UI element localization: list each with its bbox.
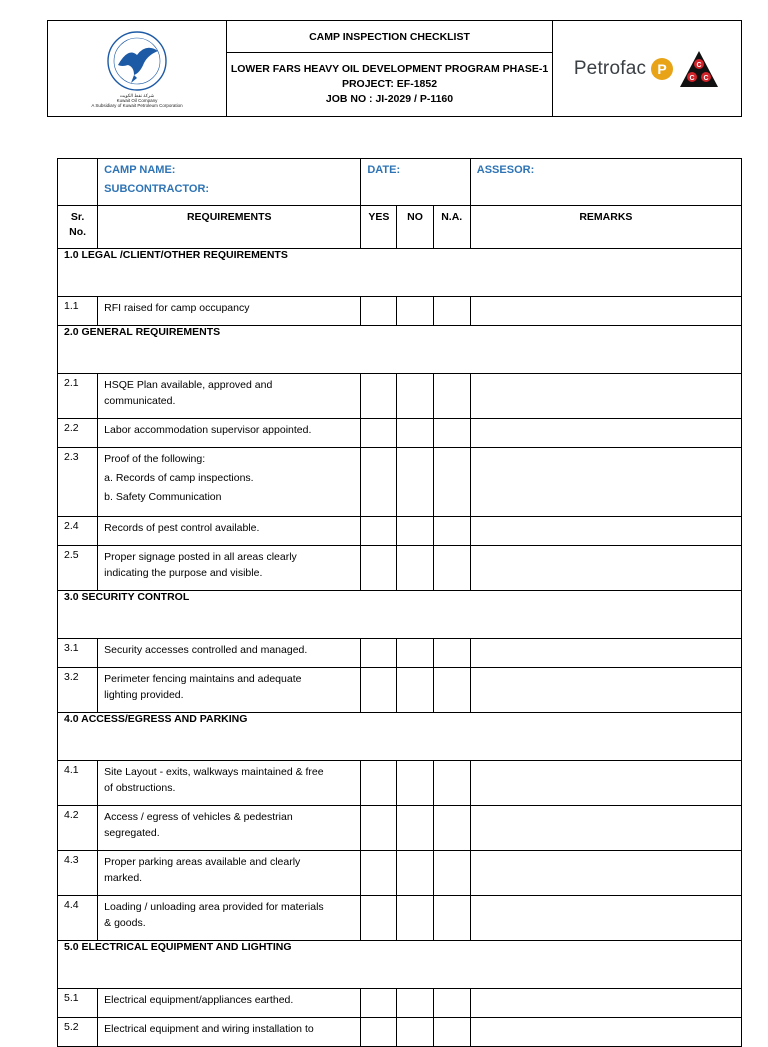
requirement-line: communicated. [104, 395, 176, 407]
column-header-row [58, 206, 742, 249]
checklist-item-row [58, 297, 742, 326]
item-number: 5.1 [58, 989, 98, 1018]
svg-text:P: P [657, 60, 667, 77]
yes-checkbox-cell[interactable] [361, 989, 397, 1018]
item-requirement [98, 896, 361, 941]
na-checkbox-cell[interactable] [433, 546, 470, 591]
checklist-item-row [58, 896, 742, 941]
na-checkbox-cell[interactable] [433, 668, 470, 713]
yes-checkbox-cell[interactable] [361, 851, 397, 896]
checklist-item-row [58, 989, 742, 1018]
na-checkbox-cell[interactable] [433, 806, 470, 851]
no-checkbox-cell[interactable] [397, 297, 433, 326]
item-number: 1.1 [58, 297, 98, 326]
na-checkbox-cell[interactable] [433, 448, 470, 517]
remarks-cell[interactable] [470, 761, 741, 806]
checklist-table [57, 158, 742, 1047]
assessor-label: ASSESOR: [476, 164, 535, 176]
requirement-line: Records of pest control available. [104, 522, 260, 534]
requirement-line: Loading / unloading area provided for materials [104, 901, 324, 913]
remarks-cell[interactable] [470, 806, 741, 851]
requirement-line: Security accesses controlled and managed. [104, 644, 308, 656]
section-title: 1.0 LEGAL /CLIENT/OTHER REQUIREMENTS [58, 249, 742, 297]
section-row [58, 713, 742, 761]
ccc-logo-icon [678, 49, 720, 89]
item-requirement [98, 639, 361, 668]
requirement-line: RFI raised for camp occupancy [104, 302, 250, 314]
meta-blank-cell [58, 159, 98, 206]
yes-checkbox-cell[interactable] [361, 546, 397, 591]
item-requirement [98, 374, 361, 419]
program-name: LOWER FARS HEAVY OIL DEVELOPMENT PROGRAM PHASE-1 [230, 63, 549, 75]
checklist-body [58, 249, 742, 1047]
remarks-cell[interactable] [470, 374, 741, 419]
na-checkbox-cell[interactable] [433, 851, 470, 896]
no-checkbox-cell[interactable] [397, 374, 433, 419]
requirement-line: Proof of the following: [104, 453, 206, 465]
yes-checkbox-cell[interactable] [361, 668, 397, 713]
item-number: 4.2 [58, 806, 98, 851]
no-checkbox-cell[interactable] [397, 668, 433, 713]
camp-name-label: CAMP NAME: [104, 164, 176, 176]
col-sr-no-line2: No. [69, 226, 87, 238]
section-title: 5.0 ELECTRICAL EQUIPMENT AND LIGHTING [58, 941, 742, 989]
checklist-item-row [58, 448, 742, 517]
col-no: NO [397, 206, 433, 249]
item-requirement [98, 989, 361, 1018]
checklist-item-row [58, 419, 742, 448]
no-checkbox-cell[interactable] [397, 896, 433, 941]
section-row [58, 591, 742, 639]
remarks-cell[interactable] [470, 1018, 741, 1047]
remarks-cell[interactable] [470, 517, 741, 546]
date-field[interactable] [361, 159, 470, 206]
item-number: 2.1 [58, 374, 98, 419]
checklist-item-row [58, 374, 742, 419]
item-number: 2.4 [58, 517, 98, 546]
requirement-line: marked. [104, 872, 143, 884]
requirement-line: Perimeter fencing maintains and adequate [104, 673, 302, 685]
requirement-line: Site Layout - exits, walkways maintained & free [104, 766, 324, 778]
item-requirement [98, 419, 361, 448]
yes-checkbox-cell[interactable] [361, 806, 397, 851]
no-checkbox-cell[interactable] [397, 517, 433, 546]
item-number: 4.1 [58, 761, 98, 806]
no-checkbox-cell[interactable] [397, 989, 433, 1018]
na-checkbox-cell[interactable] [433, 989, 470, 1018]
remarks-cell[interactable] [470, 851, 741, 896]
yes-checkbox-cell[interactable] [361, 374, 397, 419]
col-sr-no-line1: Sr. [70, 211, 85, 223]
no-checkbox-cell[interactable] [397, 851, 433, 896]
partner-logos-cell [553, 21, 742, 117]
requirement-line: Proper parking areas available and clearly [104, 856, 301, 868]
section-row [58, 941, 742, 989]
item-number: 5.2 [58, 1018, 98, 1047]
svg-text:C: C [689, 74, 695, 82]
checklist-item-row [58, 639, 742, 668]
kuwait-oil-logo-cell [48, 21, 227, 117]
project-number: PROJECT: EF-1852 [341, 78, 438, 90]
item-number: 3.2 [58, 668, 98, 713]
yes-checkbox-cell[interactable] [361, 419, 397, 448]
kuwait-logo-caption-arabic: شركة نفط الكويت [119, 93, 155, 98]
requirement-line: Proper signage posted in all areas clearly [104, 551, 297, 563]
document-header [47, 20, 742, 117]
yes-checkbox-cell[interactable] [361, 761, 397, 806]
svg-text:C: C [696, 61, 702, 69]
item-number: 2.3 [58, 448, 98, 517]
checklist-item-row [58, 761, 742, 806]
na-checkbox-cell[interactable] [433, 517, 470, 546]
section-title: 2.0 GENERAL REQUIREMENTS [58, 326, 742, 374]
assessor-field[interactable] [470, 159, 741, 206]
remarks-cell[interactable] [470, 896, 741, 941]
col-remarks: REMARKS [470, 206, 741, 249]
requirement-line: indicating the purpose and visible. [104, 567, 263, 579]
requirement-line: lighting provided. [104, 689, 184, 701]
remarks-cell[interactable] [470, 639, 741, 668]
checklist-item-row [58, 806, 742, 851]
remarks-cell[interactable] [470, 419, 741, 448]
requirement-line: segregated. [104, 827, 160, 839]
camp-name-field[interactable] [98, 159, 361, 206]
section-row [58, 249, 742, 297]
section-title: 4.0 ACCESS/EGRESS AND PARKING [58, 713, 742, 761]
na-checkbox-cell[interactable] [433, 374, 470, 419]
requirement-line: of obstructions. [104, 782, 176, 794]
checklist-item-row [58, 1018, 742, 1047]
requirement-line: Electrical equipment and wiring installation to [104, 1023, 314, 1035]
item-requirement [98, 668, 361, 713]
yes-checkbox-cell[interactable] [361, 297, 397, 326]
checklist-item-row [58, 668, 742, 713]
yes-checkbox-cell[interactable] [361, 1018, 397, 1047]
no-checkbox-cell[interactable] [397, 639, 433, 668]
requirement-line: Electrical equipment/appliances earthed. [104, 994, 294, 1006]
na-checkbox-cell[interactable] [433, 1018, 470, 1047]
subcontractor-label: SUBCONTRACTOR: [104, 183, 210, 195]
requirement-line: Access / egress of vehicles & pedestrian [104, 811, 293, 823]
no-checkbox-cell[interactable] [397, 419, 433, 448]
item-requirement [98, 546, 361, 591]
item-requirement [98, 806, 361, 851]
requirement-line: & goods. [104, 917, 146, 929]
item-requirement [98, 761, 361, 806]
requirement-line: Labor accommodation supervisor appointed. [104, 424, 312, 436]
kuwait-logo-caption-subsidiary: A Subsidiary of Kuwait Petroleum Corporation [91, 103, 183, 108]
requirement-line: b. Safety Communication [104, 491, 222, 503]
item-number: 4.4 [58, 896, 98, 941]
checklist-title: CAMP INSPECTION CHECKLIST [227, 21, 553, 53]
checklist-item-row [58, 851, 742, 896]
na-checkbox-cell[interactable] [433, 297, 470, 326]
item-requirement [98, 517, 361, 546]
petrofac-wordmark: Petrofac [573, 57, 647, 79]
petrofac-drop-icon [650, 57, 674, 81]
date-label: DATE: [367, 164, 401, 176]
no-checkbox-cell[interactable] [397, 1018, 433, 1047]
yes-checkbox-cell[interactable] [361, 639, 397, 668]
checklist-item-row [58, 517, 742, 546]
na-checkbox-cell[interactable] [433, 896, 470, 941]
item-requirement [98, 448, 361, 517]
item-number: 4.3 [58, 851, 98, 896]
svg-text:C: C [703, 74, 709, 82]
no-checkbox-cell[interactable] [397, 448, 433, 517]
no-checkbox-cell[interactable] [397, 761, 433, 806]
item-requirement [98, 851, 361, 896]
na-checkbox-cell[interactable] [433, 419, 470, 448]
section-row [58, 326, 742, 374]
na-checkbox-cell[interactable] [433, 639, 470, 668]
col-na: N.A. [433, 206, 470, 249]
requirement-line: HSQE Plan available, approved and [104, 379, 273, 391]
remarks-cell[interactable] [470, 989, 741, 1018]
na-checkbox-cell[interactable] [433, 761, 470, 806]
col-requirements: REQUIREMENTS [98, 206, 361, 249]
meta-row [58, 159, 742, 206]
yes-checkbox-cell[interactable] [361, 896, 397, 941]
kuwait-logo-caption-english: Kuwait Oil Company [116, 98, 158, 103]
remarks-cell[interactable] [470, 297, 741, 326]
no-checkbox-cell[interactable] [397, 546, 433, 591]
job-number: JOB NO : JI-2029 / P-1160 [325, 93, 454, 105]
no-checkbox-cell[interactable] [397, 806, 433, 851]
item-number: 2.2 [58, 419, 98, 448]
item-number: 3.1 [58, 639, 98, 668]
item-requirement [98, 1018, 361, 1047]
remarks-cell[interactable] [470, 546, 741, 591]
section-title: 3.0 SECURITY CONTROL [58, 591, 742, 639]
remarks-cell[interactable] [470, 448, 741, 517]
col-sr-no [58, 206, 98, 249]
yes-checkbox-cell[interactable] [361, 448, 397, 517]
project-info [227, 53, 553, 117]
checklist-item-row [58, 546, 742, 591]
kuwait-oil-falcon-icon [98, 29, 176, 93]
partner-logos [553, 49, 741, 89]
item-requirement [98, 297, 361, 326]
yes-checkbox-cell[interactable] [361, 517, 397, 546]
item-number: 2.5 [58, 546, 98, 591]
col-yes: YES [361, 206, 397, 249]
requirement-line: a. Records of camp inspections. [104, 472, 254, 484]
kuwait-oil-logo [48, 29, 226, 108]
remarks-cell[interactable] [470, 668, 741, 713]
